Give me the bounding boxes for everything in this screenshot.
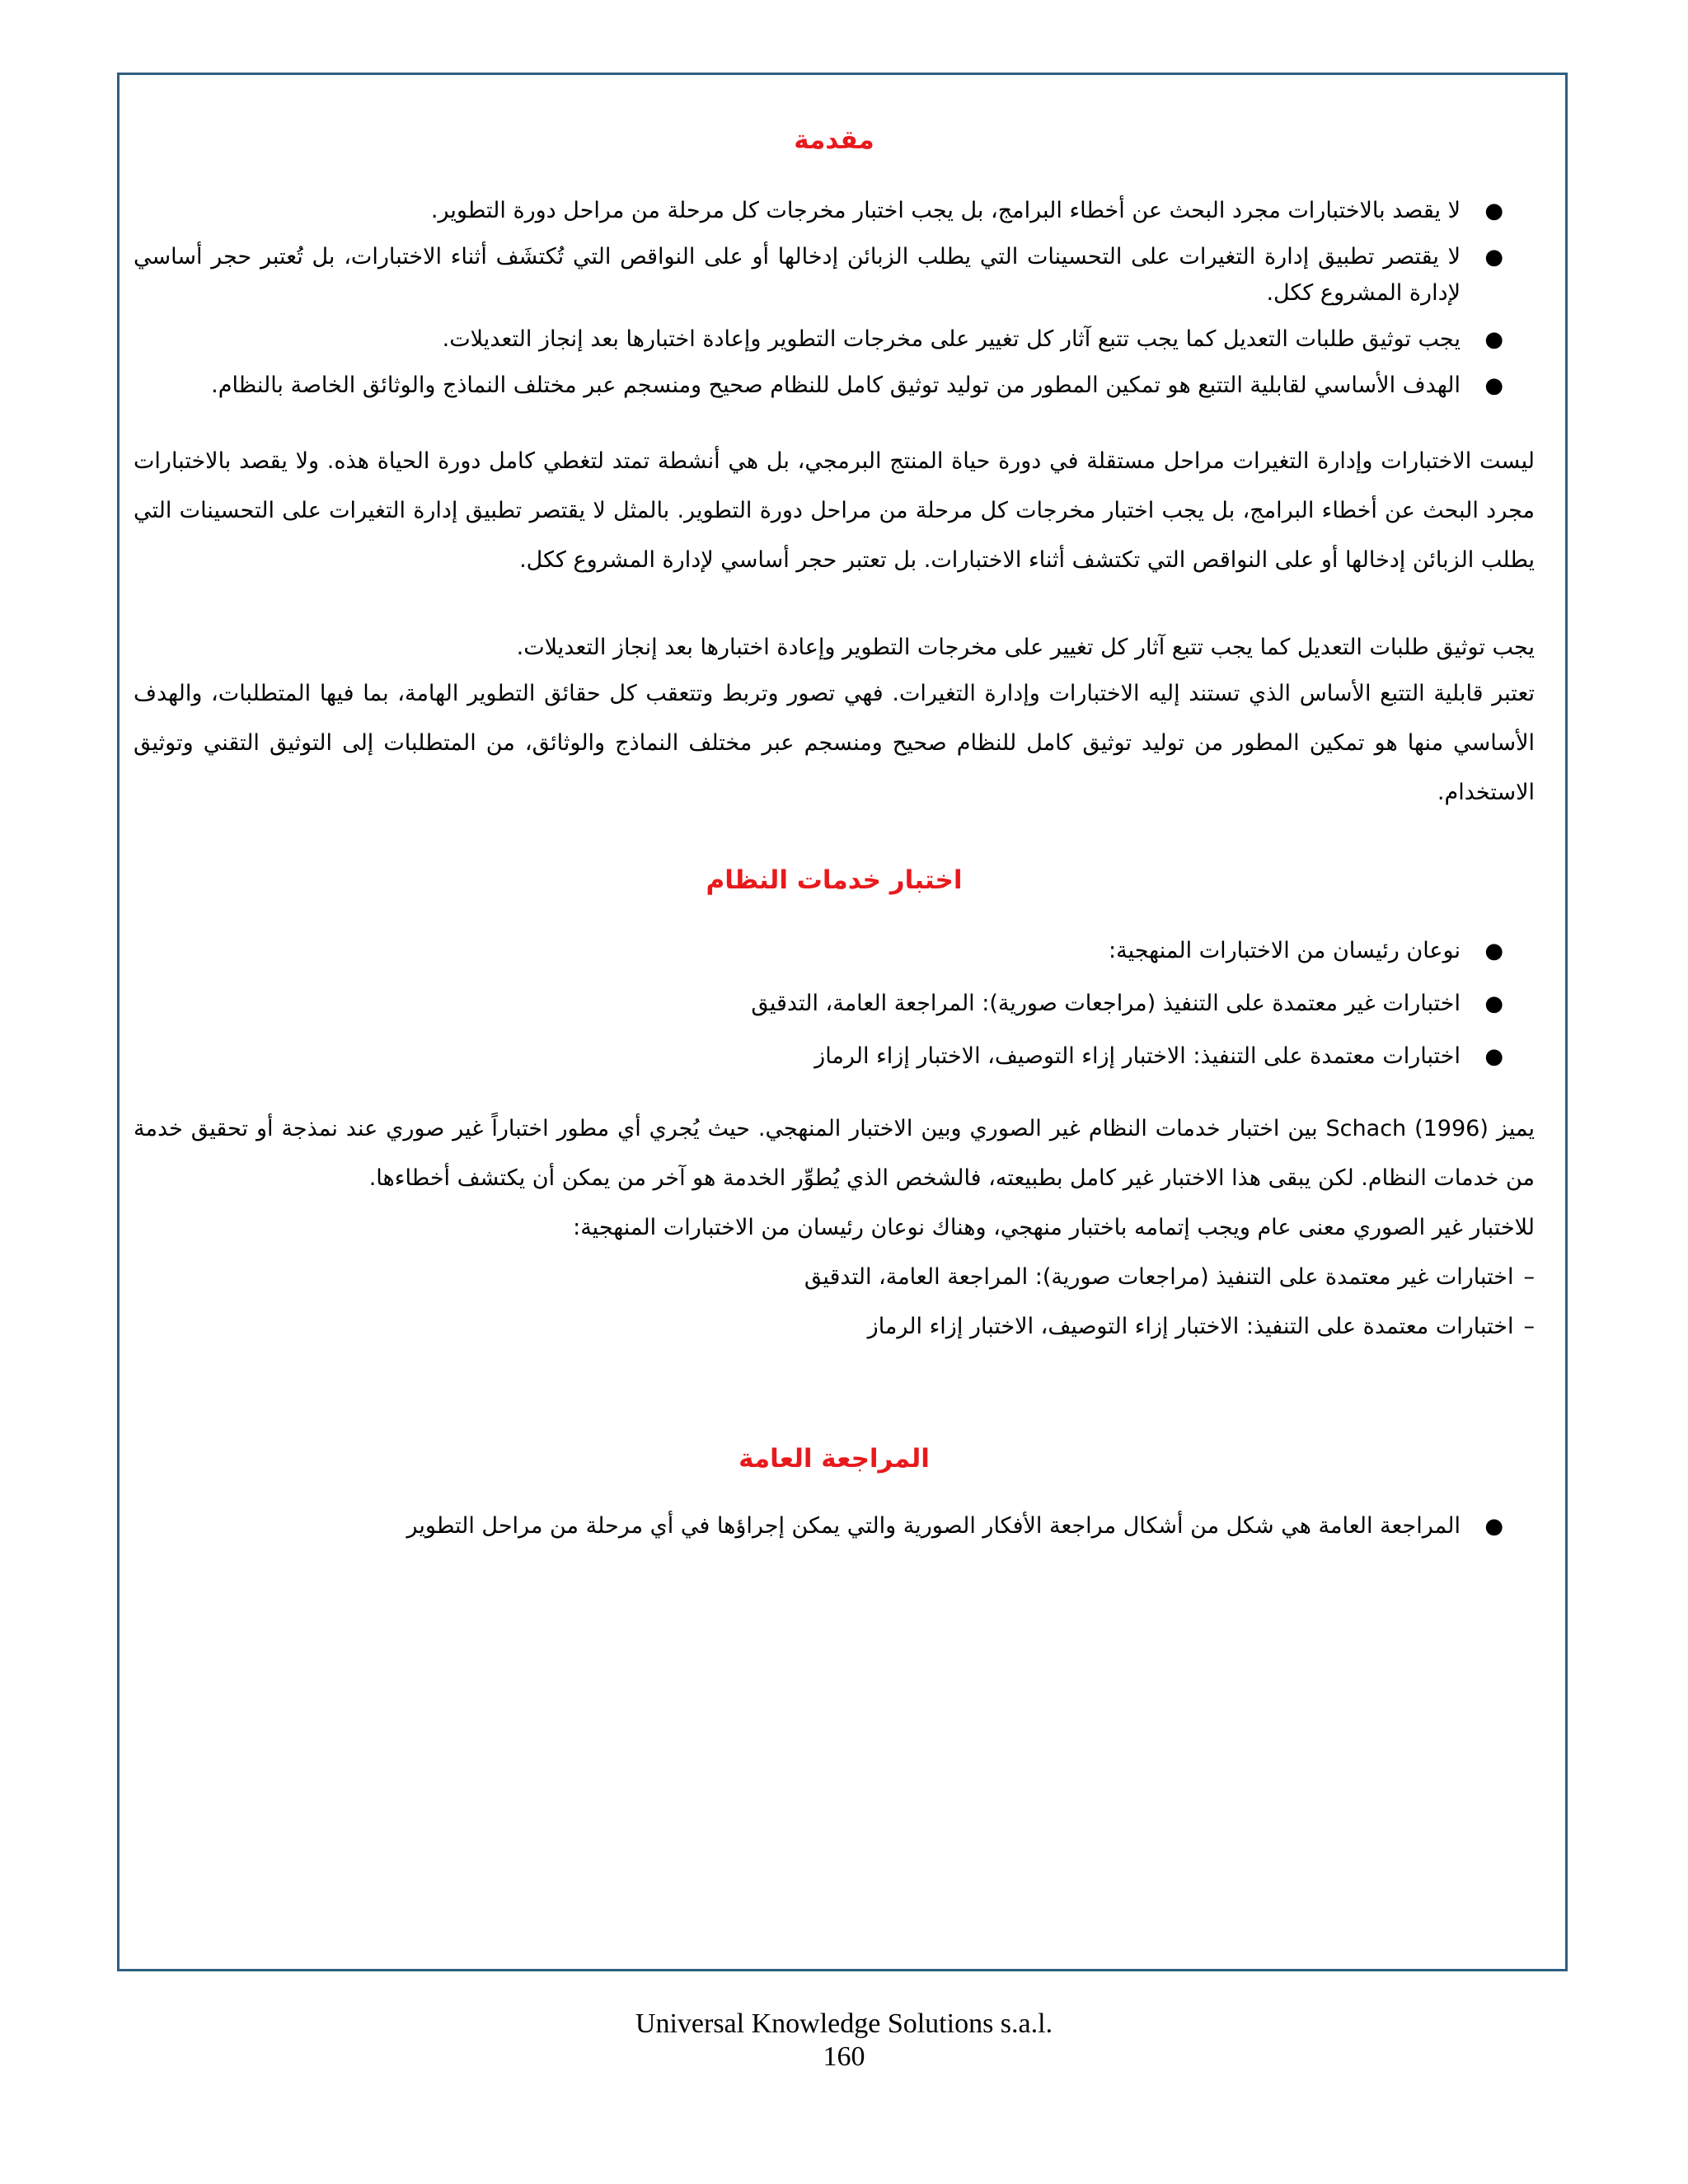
list-item-text: المراجعة العامة هي شكل من أشكال مراجعة الأفكار الصورية والتي يمكن إجراؤها في أي مرحلة من مراحل التطوير xyxy=(406,1513,1461,1539)
section-heading-walkthrough: المراجعة العامة xyxy=(738,1444,930,1474)
list-item xyxy=(134,193,1503,229)
list-item xyxy=(134,1253,1535,1302)
list-item-text: اختبارات معتمدة على التنفيذ: الاختبار إزاء التوصيف، الاختبار إزاء الرماز xyxy=(867,1314,1514,1339)
list-item xyxy=(134,321,1503,358)
bullet-icon: ● xyxy=(1484,991,1503,1016)
system-services-paragraph-1: يميز Schach (1996) بين اختبار خدمات النظام غير الصوري وبين الاختبار المنهجي. حيث يُجري أي مطور اختباراً غير صوري عند نمذجة أو تحقيق خدمة من خدمات النظام. لكن يبقى هذا الاختبار غير كامل بطبيعته، فالشخص الذي يُطوِّر الخدمة هو آخر من يمكن أن يكتشف أخطاءها. xyxy=(134,1116,1535,1191)
dash-icon: – xyxy=(1523,1314,1535,1339)
page-number: 160 xyxy=(823,2041,865,2072)
bullet-icon: ● xyxy=(1484,939,1503,963)
list-item-text: نوعان رئيسان من الاختبارات المنهجية: xyxy=(1109,938,1461,963)
bullet-icon: ● xyxy=(1484,373,1503,398)
intro-paragraph-1: ليست الاختبارات وإدارة التغيرات مراحل مستقلة في دورة حياة المنتج البرمجي، بل هي أنشطة تمتد لتغطي كامل دورة الحياة هذه. ولا يقصد بالاختبارات مجرد البحث عن أخطاء البرامج، بل يجب اختبار مخرجات كل مرحلة من مراحل دورة التطوير. بالمثل لا يقتصر تطبيق إدارة التغيرات على التحسينات التي يطلب الزبائن إدخالها أو على النواقص التي تكتشف أثناء الاختبارات. بل تعتبر حجر أساسي لإدارة المشروع ككل. xyxy=(134,448,1535,573)
list-item xyxy=(134,1508,1503,1544)
section-heading-intro: مقدمة xyxy=(794,125,874,155)
intro-paragraph-2a: يجب توثيق طلبات التعديل كما يجب تتبع آثار كل تغيير على مخرجات التطوير وإعادة اختبارها بعد إنجاز التعديلات. xyxy=(516,635,1535,660)
list-item xyxy=(134,1038,1503,1075)
walkthrough-bullet-list xyxy=(134,1508,1535,1544)
list-item-text: اختبارات معتمدة على التنفيذ: الاختبار إزاء التوصيف، الاختبار إزاء الرماز xyxy=(814,1043,1461,1069)
bullet-icon: ● xyxy=(1484,327,1503,352)
list-item-text: اختبارات غير معتمدة على التنفيذ (مراجعات صورية): المراجعة العامة، التدقيق xyxy=(804,1264,1514,1290)
bullet-icon: ● xyxy=(1484,1514,1503,1539)
page-content xyxy=(134,115,1535,1554)
list-item xyxy=(134,986,1503,1022)
list-item-text: اختبارات غير معتمدة على التنفيذ (مراجعات صورية): المراجعة العامة، التدقيق xyxy=(751,991,1461,1016)
page-footer xyxy=(0,2008,1688,2074)
list-item-text: لا يقصد بالاختبارات مجرد البحث عن أخطاء البرامج، بل يجب اختبار مخرجات كل مرحلة من مراحل دورة التطوير. xyxy=(430,198,1461,223)
intro-paragraph-2b: تعتبر قابلية التتبع الأساس الذي تستند إليه الاختبارات وإدارة التغيرات. فهي تصور وتربط وتتعقب كل حقائق التطوير الهامة، بما فيها المتطلبات، والهدف الأساسي منها هو تمكين المطور من توليد توثيق كامل للنظام صحيح ومنسجم عبر مختلف النماذج والوثائق، من المتطلبات إلى التوثيق التقني وتوثيق الاستخدام. xyxy=(134,681,1535,805)
bullet-icon: ● xyxy=(1484,199,1503,223)
list-item xyxy=(134,933,1503,969)
list-item-text: يجب توثيق طلبات التعديل كما يجب تتبع آثار كل تغيير على مخرجات التطوير وإعادة اختبارها بعد إنجاز التعديلات. xyxy=(442,326,1461,352)
system-services-dash-list xyxy=(134,1253,1535,1352)
system-services-bullet-list xyxy=(134,933,1535,1075)
list-item xyxy=(134,368,1503,404)
intro-bullet-list xyxy=(134,193,1535,404)
list-item xyxy=(134,1302,1535,1352)
dash-icon: – xyxy=(1523,1264,1535,1290)
footer-publisher: Universal Knowledge Solutions s.a.l. xyxy=(635,2008,1053,2039)
system-services-paragraph-2: للاختبار غير الصوري معنى عام ويجب إتمامه باختبار منهجي، وهناك نوعان رئيسان من الاختبارات المنهجية: xyxy=(573,1215,1535,1240)
list-item xyxy=(134,239,1503,312)
section-heading-system-services: اختبار خدمات النظام xyxy=(706,865,963,895)
bullet-icon: ● xyxy=(1484,1044,1503,1069)
bullet-icon: ● xyxy=(1484,245,1503,269)
list-item-text: الهدف الأساسي لقابلية التتبع هو تمكين المطور من توليد توثيق كامل للنظام صحيح ومنسجم عبر مختلف النماذج والوثائق الخاصة بالنظام. xyxy=(211,373,1461,398)
list-item-text: لا يقتصر تطبيق إدارة التغيرات على التحسينات التي يطلب الزبائن إدخالها أو على النواقص التي تُكتشَف أثناء الاختبارات، بل تُعتبر حجر أساسي لإدارة المشروع ككل. xyxy=(134,244,1461,306)
